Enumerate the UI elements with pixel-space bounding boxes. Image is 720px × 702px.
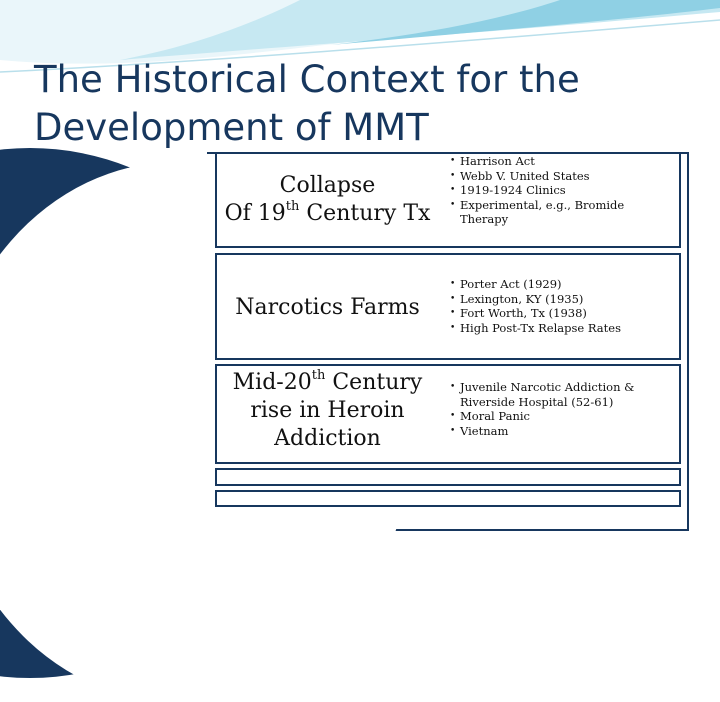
section-heading-mid-century <box>220 369 435 453</box>
heading-line: Of 19th Century Tx <box>224 198 431 226</box>
list-item: • Vietnam <box>450 424 675 439</box>
slide-title: The Historical Context for the Development of MMT <box>34 58 580 149</box>
heading-line: Narcotics Farms <box>235 295 420 320</box>
list-item: • Moral Panic <box>450 409 675 424</box>
list-item: • Juvenile Narcotic Addiction & Riverside Hospital (52-61) <box>450 380 675 409</box>
section-heading-collapse <box>220 172 435 228</box>
list-item: • Harrison Act <box>450 154 675 169</box>
section-heading-narcotics-farms <box>220 294 435 322</box>
heading-line: Addiction <box>274 426 381 451</box>
band-row-5 <box>215 490 681 507</box>
heading-line: Mid-20th Century <box>232 367 423 395</box>
bullet-list-collapse <box>450 154 675 227</box>
bullet-list-narcotics-farms <box>450 277 675 335</box>
bullet-list-mid-century <box>450 380 675 438</box>
list-item: • Lexington, KY (1935) <box>450 292 675 307</box>
list-item: • 1919-1924 Clinics <box>450 183 675 198</box>
list-item: • Fort Worth, Tx (1938) <box>450 306 675 321</box>
band-row-4 <box>215 468 681 486</box>
list-item: • Experimental, e.g., Bromide Therapy <box>450 198 675 227</box>
heading-line: Collapse <box>279 173 376 198</box>
heading-line: rise in Heroin <box>250 398 405 423</box>
list-item: • Webb V. United States <box>450 169 675 184</box>
list-item: • High Post-Tx Relapse Rates <box>450 321 675 336</box>
list-item: • Porter Act (1929) <box>450 277 675 292</box>
